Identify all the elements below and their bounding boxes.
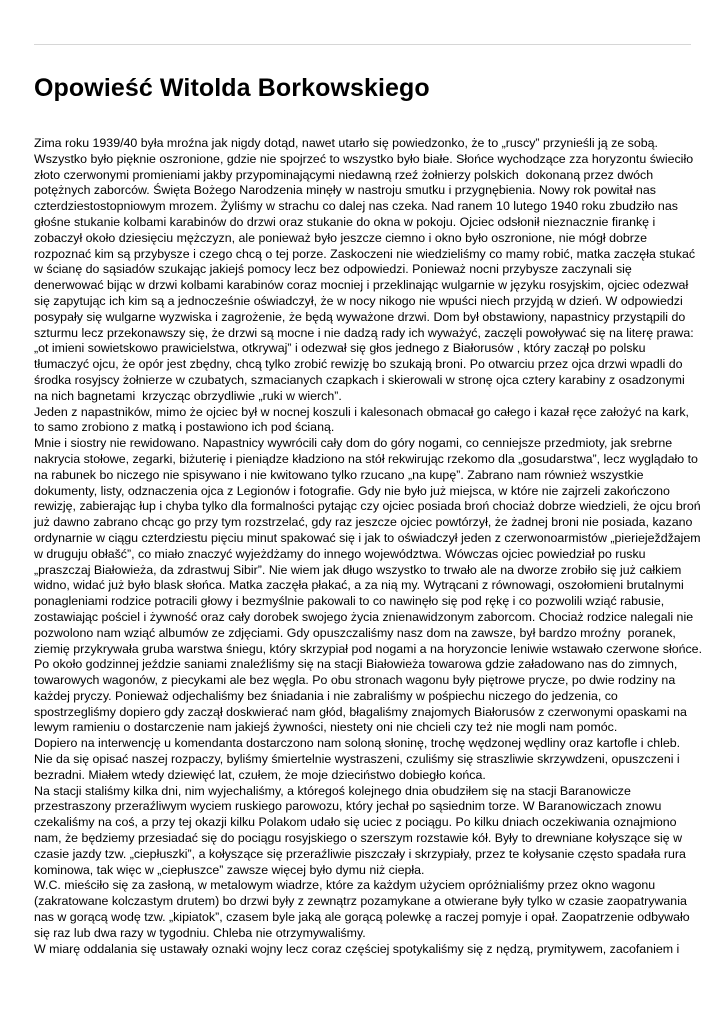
text-line: W miarę oddalania się ustawały oznaki wojny lecz coraz częściej spotykaliśmy się z nędzą, prymitywem, zacofaniem i	[34, 941, 680, 956]
text-line: W.C. mieściło się za zasłoną, w metalowym wiadrze, które za każdym użyciem opróżnialiśmy przez okno wagonu	[34, 878, 656, 893]
document-title: Opowieść Witolda Borkowskiego	[34, 74, 430, 102]
text-line: szturmu lecz przekonawszy się, że drzwi są mocne i nie dadzą rady ich wyważyć, zaczęli powoływać się na literę prawa:	[34, 325, 694, 340]
text-line: ponagleniami rodzice potracili głowy i bezmyślnie pakowali to co nawinęło się pod rękę i co pozwolili wziąć rabusie,	[34, 594, 665, 609]
text-line: czekaliśmy na coś, a przy tej okazji kilku Polakom udało się uciec z pociągu. Po kilku dniach oczekiwania oznajmiono	[34, 815, 677, 830]
text-line: każdej pryczy. Ponieważ odjechaliśmy bez śniadania i nie zabraliśmy w pośpiechu niczego do jedzenia, co	[34, 688, 618, 703]
text-line: towarowych wagonów, z piecykami ale bez węgla. Po obu stronach wagonu były piętrowe prycze, po dwie rodziny na	[34, 673, 676, 688]
text-line: Dopiero na interwencję u komendanta dostarczono nam soloną słoninę, trochę wędzonej wędliny oraz kartofle i chleb.	[34, 736, 681, 751]
text-line: pozwolono nam wziąć albumów ze zdjęciami. Gdy opuszczaliśmy nasz dom na zawsze, był bardzo mroźny poranek,	[34, 625, 676, 640]
text-line: Wszystko było pięknie oszronione, gdzie nie spojrzeć to wszystko było białe. Słońce wychodzące zza horyzontu świeciło	[34, 151, 694, 166]
text-line: czasie jazdy tzw. „ciepłuszki”, a kołyszące się przeraźliwie piszczały i skrzypiały, przez te kołysanie często spadała rura	[34, 846, 686, 861]
text-line: ziemię przykrywała gruba warstwa śniegu, który skrzypiał pod nogami a na horyzoncie leniwie wstawało czerwone słońce.	[34, 641, 703, 656]
text-line: się zapytując ich kim są a jednocześnie oświadczył, że w nocy nikogo nie wpuści niech przyjdą w dzień. W odpowiedzi	[34, 293, 683, 308]
text-line: przestraszony przeraźliwym wyciem ruskiego parowozu, który jechał po sąsiednim torze. W Baranowiczach znowu	[34, 799, 662, 814]
text-line: na rabunek bo niczego nie spisywano i nie kwitowano tylko rzucano „na kupę”. Zabrano nam również wszystkie	[34, 467, 644, 482]
text-line: się raz lub dwa razy w tygodniu. Chleba nie otrzymywaliśmy.	[34, 925, 366, 940]
text-line: zostawiając pościel i żywność oraz cały dorobek swojego życia znienawidzonym zaborcom. Chociaż rodzice nalegali nie	[34, 609, 694, 624]
text-line: tłumaczyć ojcu, że opór jest zbędny, chcą tylko zrobić rewizję bo szukają broni. Po otwarciu przez ojca drzwi wpadli do	[34, 357, 683, 372]
text-line: ordynarnie w ciągu czterdziestu pięciu minut spakować się i jak to oświadczył jeden z czerwonoarmistów „pierieježdžajem	[34, 530, 701, 545]
text-line: nakrycia stołowe, zegarki, biżuterię i pieniądze kładziono na stół rekwirując rzekomo dla „gosudarstwa”, lecz wyglądało to	[34, 451, 698, 466]
text-line: rewizję, zabierając łup i chyba tylko dla formalności pytając czy ojciec posiada broń chociaż dobrze wiedzieli, że ojcu broń	[34, 499, 701, 514]
text-line: w druguju obłašć”, co miało znaczyć wyjeżdżamy do innego województwa. Wówczas ojciec powiedział po rusku	[34, 546, 646, 561]
text-line: rozpoznać kim są przybysze i czego chcą o tej porze. Zaskoczeni nie wiedzieliśmy co mamy robić, matka zaczęła stukać	[34, 246, 696, 261]
text-line: kominowa, tak więc w „ciepłuszce” zawsze więcej było dymu niż ciepła.	[34, 862, 425, 877]
text-line: „ot imieni sowietskowo prawicielstwa, otkrywaj” i odezwał się głos jednego z Białorusów , który zaczął po polsku	[34, 341, 646, 356]
text-line: denerwować bijąc w drzwi kolbami karabinów coraz mocniej i przeklinając wulgarnie w języku rosyjskim, ojciec odezwał	[34, 278, 689, 293]
text-line: czterdziestostopniowym mrozem. Żyliśmy w strachu co dalej nas czeka. Nad ranem 10 lutego 1940 roku zbudziło nas	[34, 199, 678, 214]
text-line: posypały się wulgarne wyzwiska i zagrożenie, że będą wyważone drzwi. Dom był obstawiony, napastnicy przystąpili do	[34, 309, 686, 324]
document-body	[34, 136, 709, 957]
text-line: potężnych zaborców. Święta Bożego Narodzenia minęły w nastroju smutku i przygnębienia. Nowy rok powitał nas	[34, 183, 656, 198]
text-line: złoto czerwonymi promieniami jakby przypominającymi niedawną rzeź żołnierzy polskich dokonaną przez dwóch	[34, 167, 654, 182]
text-line: „praszczaj Białowieża, da zdrastwuj Sibir”. Nie wiem jak długo wszystko to trwało ale na dworze zrobiło się już całkiem	[34, 562, 682, 577]
text-line: Jeden z napastników, mimo że ojciec był w nocnej koszuli i kalesonach obmacał go całego i kazał ręce założyć na kark,	[34, 404, 689, 419]
text-line: Mnie i siostry nie rewidowano. Napastnicy wywrócili cały dom do góry nogami, co cenniejsze przedmioty, jak srebrne	[34, 436, 673, 451]
text-line: w ścianę do sąsiadów szukając jakiejś pomocy lecz bez odpowiedzi. Ponieważ nocni przybysze zaczynali się	[34, 262, 632, 277]
text-line: to samo zrobiono z matką i postawiono ich pod ścianą.	[34, 420, 335, 435]
text-line: Nie da się opisać naszej rozpaczy, byliśmy śmiertelnie wystraszeni, czuliśmy się straszliwie skrzywdzeni, opuszczeni i	[34, 752, 680, 767]
text-line: spostrzegliśmy dopiero gdy zaczął doskwierać nam głód, błagaliśmy znajomych Białorusów z czerwonymi opaskami na	[34, 704, 687, 719]
text-line: na nich bagnetami krzycząc obrzydliwie „ruki w wierch”.	[34, 388, 342, 403]
text-line: (zakratowane kolczastym drutem) bo drzwi były z zewnątrz pozamykane a otwierane były tylko w czasie zaopatrywania	[34, 894, 687, 909]
text-line: Na stacji staliśmy kilka dni, nim wyjechaliśmy, a któregoś kolejnego dnia obudziłem się na stacji Baranowicze	[34, 783, 631, 798]
text-line: widno, widać już było blask słońca. Matka zaczęła płakać, a za nią my. Wytrącani z równowagi, oszołomieni brutalnymi	[34, 578, 684, 593]
text-line: nas w gorącą wodę tzw. „kipiatok”, czasem byle jaką ale gorącą polewkę a raczej pomyje i opał. Zaopatrzenie odbywało	[34, 910, 690, 925]
text-line: już dawno zabrano chcąc go przy tym rozstrzelać, gdy raz jeszcze ojciec powtórzył, że żadnej broni nie posiada, kazano	[34, 515, 693, 530]
text-line: dokumenty, listy, odznaczenia ojca z Legionów i fotografie. Gdy nie było już miejsca, w które nie zajrzeli zakończono	[34, 483, 670, 498]
top-divider	[34, 44, 691, 45]
text-line: środka rosyjscy żołnierze w czubatych, szmacianych czapkach i skierowali w stronę ojca cztery karabiny z osadzonymi	[34, 372, 685, 387]
text-line: zobaczył około dziesięciu mężczyzn, ale ponieważ było jeszcze ciemno i okno było oszronione, nie mógł dobrze	[34, 230, 647, 245]
text-line: głośne stukanie kolbami karabinów do drzwi oraz stukanie do okna w pokoju. Ojciec odsłonił nieznacznie firankę i	[34, 214, 656, 229]
text-line: Po około godzinnej jeździe saniami znaleźliśmy się na stacji Białowieża towarowa gdzie załadowano nas do zimnych,	[34, 657, 678, 672]
text-line: Zima roku 1939/40 była mroźna jak nigdy dotąd, nawet utarło się powiedzonko, że to „ruscy” przynieśli ją ze sobą.	[34, 136, 658, 150]
text-line: nam, że będziemy przesiadać się do pociągu rosyjskiego o szerszym rozstawie kół. Były to drewniane kołyszące się w	[34, 831, 683, 846]
text-line: bezradni. Miałem wtedy dziewięć lat, czułem, że moje dzieciństwo dobiegło końca.	[34, 767, 486, 782]
text-line: lewym ramieniu o dostarczenie nam jakiejś żywności, niestety oni nie chcieli czy też nie mogli nam pomóc.	[34, 720, 618, 735]
